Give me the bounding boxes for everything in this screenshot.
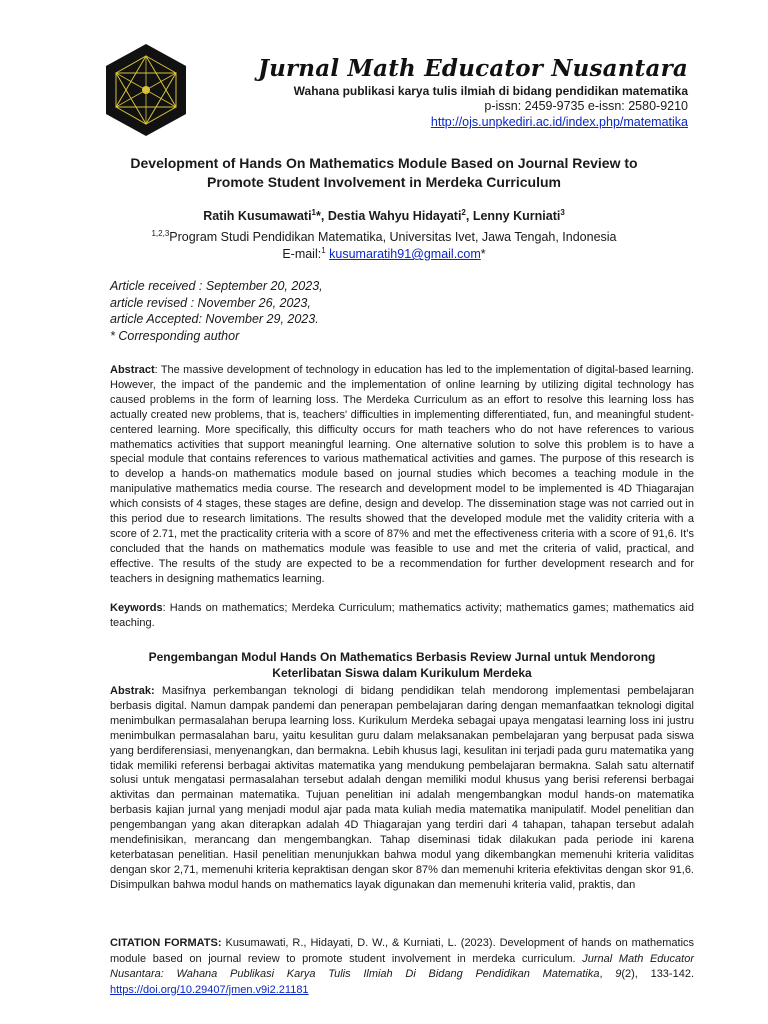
author-sup: 3 xyxy=(560,208,565,217)
author-sup: 2 xyxy=(461,208,466,217)
journal-issn: p-issn: 2459-9735 e-issn: 2580-9210 xyxy=(484,99,688,113)
abstrak-label: Abstrak: xyxy=(110,685,155,697)
abstract-label: Abstract xyxy=(110,364,155,376)
author-name: Ratih Kusumawati xyxy=(203,209,312,223)
affiliation-text: Program Studi Pendidikan Matematika, Universitas Ivet, Jawa Tengah, Indonesia xyxy=(169,230,617,244)
paper-title-line2: Promote Student Involvement in Merdeka Curriculum xyxy=(207,174,561,190)
keywords-text: : Hands on mathematics; Merdeka Curriculum; mathematics activity; mathematics games; mathematics aid teaching. xyxy=(110,602,694,629)
indonesian-title-line2: Keterlibatan Siswa dalam Kurikulum Merdeka xyxy=(272,665,532,680)
citation-issue-pages: (2), 133-142. xyxy=(621,968,694,980)
citation-format xyxy=(110,936,694,998)
abstrak-text: Masifnya perkembangan teknologi di bidang pendidikan telah mendorong implementasi pembelajaran berbasis digital. Namun dampak pandemi dan penerapan pembelajaran daring dengan memanfaatkan teknologi digital menimbulkan permasalahan berupa learning loss. Kurikulum Merdeka sebagai upaya mengatasi learning loss ini justru menimbulkan permasalahan baru, yaitu kesulitan guru dalam melaksanakan pembelajaran yang berpusat pada siswa yang berdiferensiasi, menyenangkan, dan bermakna. Lebih khusus lagi, kesulitan ini terjadi pada guru matematika yang tidak memiliki referensi berbagai aktivitas matematika yang mendukung pembelajaran bermakna. Salah satu alternatif solusi untuk mengatasi permasalahan tersebut adalah dengan memiliki modul khusus yang berisi referensi berbagai aktivitas dan permainan matematika. Tujuan penelitian ini adalah mengembangkan modul hands-on matematika berbasis kajian jurnal yang menjadi modul ajar pada mata kuliah media matematika manipulatif. Model penelitian dan pengembangan yang akan diterapkan adalah 4D Thiagarajan yang terdiri dari 4 tahapan, tahapan tersebut adalah mendefinisikan, merancang dan mengembangkan. Tahap diseminasi tidak dilakukan pada periode ini karena keterbatasan penelitian. Hasil penelitian menunjukkan bahwa modul yang dikembangkan memenuhi kriteria validitas dengan skor 2,71, memenuhi kriteria kepraktisan dengan skor 87% dan memenuhi kriteria efektivitas dengan skor 91,6. Disimpulkan bahwa modul hands on mathematics layak digunakan dan memenuhi kriteria valid, praktis, dan xyxy=(110,685,694,891)
author-name: Lenny Kurniati xyxy=(472,209,561,223)
citation-journal: Jurnal Math Educator Nusantara: Wahana Publikasi Karya Tulis Ilmiah Di Bidang Pendidikan Matematika xyxy=(110,952,694,980)
journal-url-link[interactable]: http://ojs.unpkediri.ac.id/index.php/matematika xyxy=(430,115,688,129)
date-accepted: article Accepted: November 29, 2023. xyxy=(110,312,319,326)
affiliation xyxy=(100,230,668,244)
citation-separator: , xyxy=(599,968,616,980)
journal-tagline: Wahana publikasi karya tulis ilmiah di bidang pendidikan matematika xyxy=(293,84,688,98)
indonesian-title-line1: Pengembangan Modul Hands On Mathematics Berbasis Review Jurnal untuk Mendorong xyxy=(148,650,656,664)
email-link[interactable]: kusumaratih91@gmail.com xyxy=(329,247,481,261)
abstract-text: : The massive development of technology in education has led to the implementation of digital-based learning. However, the impact of the pandemic and the implementation of online learning by utilizing digital technology has caused problems in the form of learning loss. The Merdeka Curriculum as an effort to resolve this learning loss has actually created new problems, that is, teachers' difficulties in implementing differentiated, fun, and meaningful student-centered learning. More specifically, this difficulty occurs for math teachers who do not have references to various mathematics activities that support meaningful learning. One alternative solution to solve this problem is to have a special module that contains references to various mathematical activities and games. The purpose of this research is to develop a hands-on mathematics module based on journal studies which becomes a teaching module in the manipulative mathematics media course. The research and development model to be implemented is 4D Thiagarajan which consists of 4 stages, these stages are define, design and develop. The dissemination stage was not carried out in this period due to research limitations. The results showed that the developed module met the validity criteria with a score of 2.71, met the practicality criteria with a score of 87% and met the effectiveness criteria with a score of 91,6. It’s concluded that the hands on mathematics module was feasible to use and met the criteria of valid, practical, and effective. The results of the study are expected to be a recommendation for further development research and for teachers in designing mathematics learning. xyxy=(110,364,694,585)
affiliation-sup: 1,2,3 xyxy=(151,229,170,238)
paper-title-line1: Development of Hands On Mathematics Module Based on Journal Review to xyxy=(130,155,638,171)
author-name: Destia Wahyu Hidayati xyxy=(327,209,462,223)
email-line xyxy=(100,247,668,261)
author-sup: 1 xyxy=(311,208,316,217)
citation-text: Kusumawati, R., Hidayati, D. W., & Kurniati, L. (2023). Development of hands on mathematics module based on journal review to promote student involvement in merdeka curriculum. xyxy=(110,937,695,965)
citation-volume: 9 xyxy=(615,968,622,980)
author-list xyxy=(100,209,668,223)
paper-title xyxy=(100,154,668,192)
corresponding-mark: *, xyxy=(316,209,328,223)
citation-label: CITATION FORMATS: xyxy=(110,937,222,949)
article-dates xyxy=(110,278,323,344)
email-label: E-mail: xyxy=(282,247,322,261)
keywords-label: Keywords xyxy=(110,602,163,614)
email-star: * xyxy=(480,247,486,261)
journal-logo xyxy=(102,42,190,138)
abstract xyxy=(110,363,694,587)
corresponding-author-note: * Corresponding author xyxy=(110,328,240,343)
author-separator: , xyxy=(465,209,473,223)
indonesian-title xyxy=(110,650,694,681)
keywords xyxy=(110,601,694,631)
email-sup: 1 xyxy=(321,246,326,255)
citation-doi-link[interactable]: https://doi.org/10.29407/jmen.v9i2.21181 xyxy=(110,983,309,996)
abstrak xyxy=(110,684,694,893)
date-received: Article received : September 20, 2023, xyxy=(110,279,323,293)
date-revised: article revised : November 26, 2023, xyxy=(110,295,311,310)
journal-name: Jurnal Math Educator Nusantara xyxy=(257,55,688,82)
